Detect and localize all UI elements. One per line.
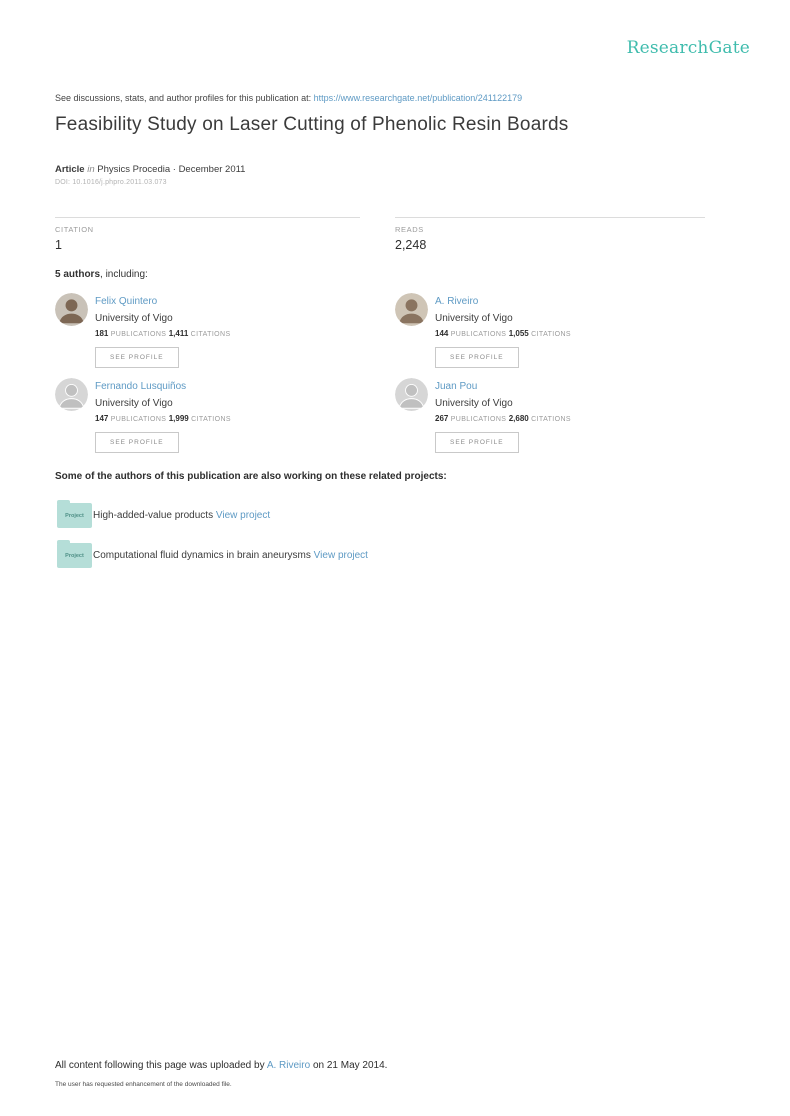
reads-value: 2,248: [395, 238, 427, 252]
author-stats: [435, 329, 695, 338]
author-name-link[interactable]: Juan Pou: [435, 381, 478, 392]
article-in-word: in: [87, 164, 95, 175]
publication-note: [55, 93, 522, 103]
author-affiliation: University of Vigo: [95, 313, 173, 324]
author-affiliation: University of Vigo: [95, 398, 173, 409]
see-profile-button[interactable]: SEE PROFILE: [95, 432, 179, 453]
citations-count: 1,999: [168, 414, 189, 423]
upload-note-suffix: on 21 May 2014.: [310, 1060, 388, 1071]
project-folder-icon-label: Project: [65, 512, 84, 519]
publications-count: 181: [95, 329, 109, 338]
citations-count: 2,680: [508, 414, 529, 423]
reads-label: READS: [395, 225, 424, 234]
project-title: Computational fluid dynamics in brain aneurysms: [93, 550, 314, 561]
article-type-label: Article: [55, 164, 85, 175]
authors-heading: [55, 269, 148, 280]
article-journal: Physics Procedia · December 2011: [97, 164, 246, 175]
enhancement-note: The user has requested enhancement of the downloaded file.: [55, 1081, 232, 1088]
projects-heading: Some of the authors of this publication are also working on these related projects:: [55, 471, 447, 482]
author-card: [55, 291, 355, 368]
view-project-link[interactable]: View project: [215, 510, 271, 521]
publications-count: 144: [435, 329, 449, 338]
author-placeholder-avatar[interactable]: [55, 378, 88, 411]
publications-label: PUBLICATIONS: [110, 331, 167, 338]
publications-count: 267: [435, 414, 449, 423]
citation-value: 1: [55, 238, 62, 252]
citations-count: 1,055: [508, 329, 529, 338]
author-stats: [95, 329, 355, 338]
citation-label: CITATION: [55, 225, 94, 234]
author-card: [395, 291, 695, 368]
uploader-link[interactable]: A. Riveiro: [266, 1060, 311, 1071]
publications-label: PUBLICATIONS: [450, 416, 507, 423]
author-name-link[interactable]: Fernando Lusquiños: [95, 381, 187, 392]
publications-label: PUBLICATIONS: [450, 331, 507, 338]
citations-label: CITATIONS: [190, 331, 231, 338]
see-profile-button[interactable]: SEE PROFILE: [435, 432, 519, 453]
citation-stat: [55, 217, 360, 252]
author-affiliation: University of Vigo: [435, 313, 513, 324]
author-name-link[interactable]: Felix Quintero: [95, 296, 158, 307]
upload-note: [55, 1060, 387, 1071]
publication-link[interactable]: https://www.researchgate.net/publication/241122179: [313, 93, 523, 103]
upload-note-prefix: All content following this page was uploaded by: [55, 1060, 267, 1071]
author-card: [55, 376, 355, 453]
view-project-link[interactable]: View project: [313, 550, 368, 561]
researchgate-logo: ResearchGate: [626, 38, 750, 58]
publications-label: PUBLICATIONS: [110, 416, 167, 423]
see-profile-button[interactable]: SEE PROFILE: [95, 347, 179, 368]
publications-count: 147: [95, 414, 109, 423]
project-folder-icon-label: Project: [65, 552, 84, 559]
author-placeholder-avatar[interactable]: [395, 378, 428, 411]
citations-count: 1,411: [168, 329, 189, 338]
publication-note-text: See discussions, stats, and author profiles for this publication at:: [55, 93, 314, 103]
author-affiliation: University of Vigo: [435, 398, 513, 409]
project-title: High-added-value products: [93, 510, 216, 521]
project-folder-icon: [57, 543, 92, 568]
doi-text: DOI: 10.1016/j.phpro.2011.03.073: [55, 179, 167, 186]
author-stats: [95, 414, 355, 423]
author-name-link[interactable]: A. Riveiro: [435, 296, 479, 307]
reads-stat: [395, 217, 705, 252]
see-profile-button[interactable]: SEE PROFILE: [435, 347, 519, 368]
page-title: Feasibility Study on Laser Cutting of Phenolic Resin Boards: [55, 114, 569, 135]
authors-heading-rest: , including:: [100, 269, 148, 280]
project-folder-icon: [57, 503, 92, 528]
citations-label: CITATIONS: [531, 331, 572, 338]
author-photo-avatar[interactable]: [395, 293, 428, 326]
author-stats: [435, 414, 695, 423]
article-meta: [55, 164, 245, 175]
author-photo-avatar[interactable]: [55, 293, 88, 326]
citations-label: CITATIONS: [191, 416, 232, 423]
citations-label: CITATIONS: [531, 416, 572, 423]
authors-count: 5 authors: [55, 269, 101, 280]
author-card: [395, 376, 695, 453]
